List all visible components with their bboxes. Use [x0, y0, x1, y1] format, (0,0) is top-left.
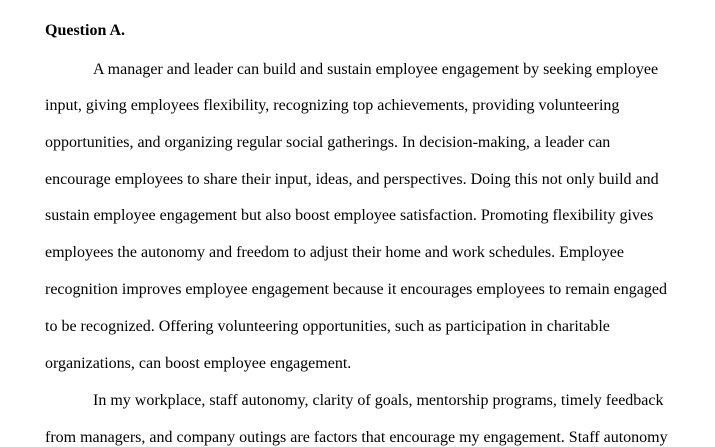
paragraph-line: A manager and leader can build and sustain employee engagement by seeking employee: [93, 61, 659, 78]
paragraph-line: input, giving employees flexibility, recognizing top achievements, providing volunteering: [45, 97, 620, 114]
paragraph-line: sustain employee engagement but also boost employee satisfaction. Promoting flexibility gives: [45, 207, 654, 224]
paragraph-line: employees the autonomy and freedom to adjust their home and work schedules. Employee: [45, 244, 624, 261]
paragraph-line: In my workplace, staff autonomy, clarity of goals, mentorship programs, timely feedback: [93, 392, 664, 409]
paragraph-line: organizations, can boost employee engagement.: [45, 355, 352, 372]
paragraph-line: opportunities, and organizing regular social gatherings. In decision-making, a leader can: [45, 134, 611, 151]
paragraph-line: recognition improves employee engagement because it encourages employees to remain engaged: [45, 281, 667, 298]
paragraph-line: encourage employees to share their input, ideas, and perspectives. Doing this not only build and: [45, 171, 659, 188]
paragraph-line: to be recognized. Offering volunteering opportunities, such as participation in charitable: [45, 318, 610, 335]
section-heading: Question A.: [45, 22, 126, 39]
paragraph-line: from managers, and company outings are factors that encourage my engagement. Staff autonomy: [45, 429, 668, 446]
